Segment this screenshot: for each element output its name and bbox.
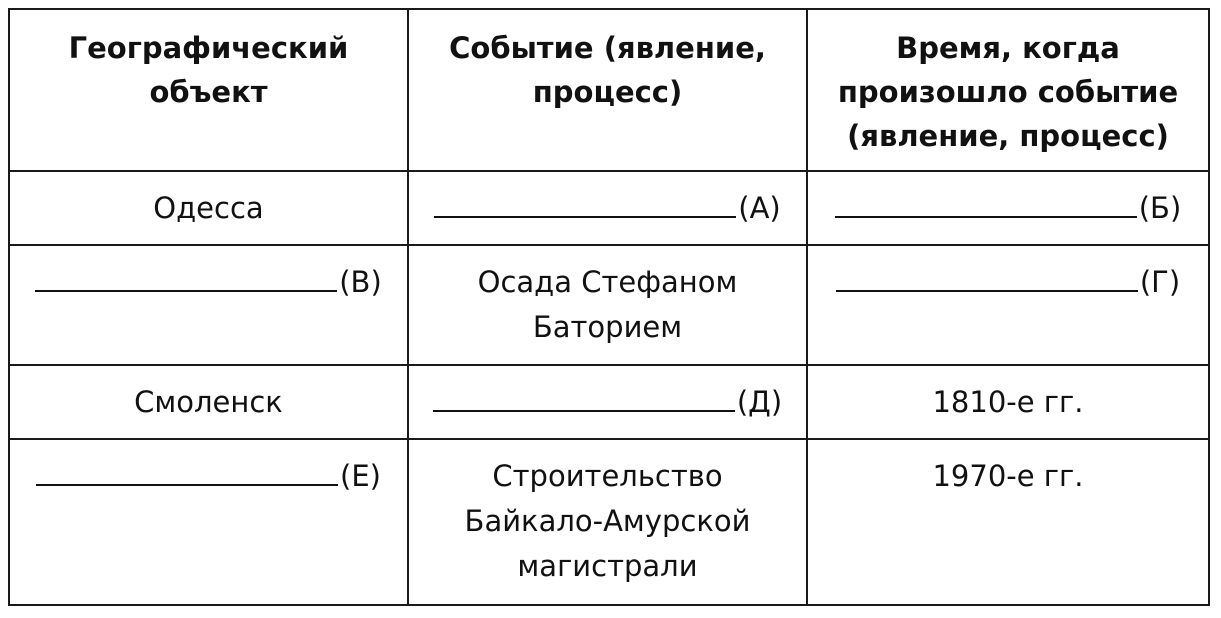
answer-blank-line[interactable] <box>35 262 337 292</box>
cell-event-blank[interactable] <box>408 171 807 245</box>
cell-time: 1810-е гг. <box>807 365 1209 439</box>
answer-blank-line[interactable] <box>434 188 736 218</box>
blank-marker: (А) <box>738 191 781 225</box>
answer-blank-line[interactable] <box>836 262 1138 292</box>
cell-object: Смоленск <box>9 365 408 439</box>
blank-marker: (Д) <box>736 385 783 419</box>
blank-marker: (Е) <box>340 459 381 493</box>
cell-object-blank[interactable] <box>9 439 408 605</box>
answer-blank-line[interactable] <box>835 188 1137 218</box>
table-row <box>9 439 1209 605</box>
cell-event: Осада Стефаном Баторием <box>408 245 807 365</box>
table-row <box>9 365 1209 439</box>
header-geographic-object: Географический объект <box>9 9 408 171</box>
header-time: Время, когда произошло событие (явление, процесс) <box>807 9 1209 171</box>
cell-time-blank[interactable] <box>807 245 1209 365</box>
history-geography-table <box>8 8 1210 606</box>
table-header-row <box>9 9 1209 171</box>
answer-blank-line[interactable] <box>433 382 735 412</box>
cell-event-blank[interactable] <box>408 365 807 439</box>
cell-object: Одесса <box>9 171 408 245</box>
blank-marker: (Б) <box>1138 191 1182 225</box>
cell-object-blank[interactable] <box>9 245 408 365</box>
cell-time: 1970-е гг. <box>807 439 1209 605</box>
table-row <box>9 245 1209 365</box>
cell-event: Строительство Байкало-Амурской магистрали <box>408 439 807 605</box>
blank-marker: (В) <box>339 265 382 299</box>
cell-time-blank[interactable] <box>807 171 1209 245</box>
header-event: Событие (явление, процесс) <box>408 9 807 171</box>
answer-blank-line[interactable] <box>36 456 338 486</box>
table-row <box>9 171 1209 245</box>
blank-marker: (Г) <box>1139 265 1181 299</box>
